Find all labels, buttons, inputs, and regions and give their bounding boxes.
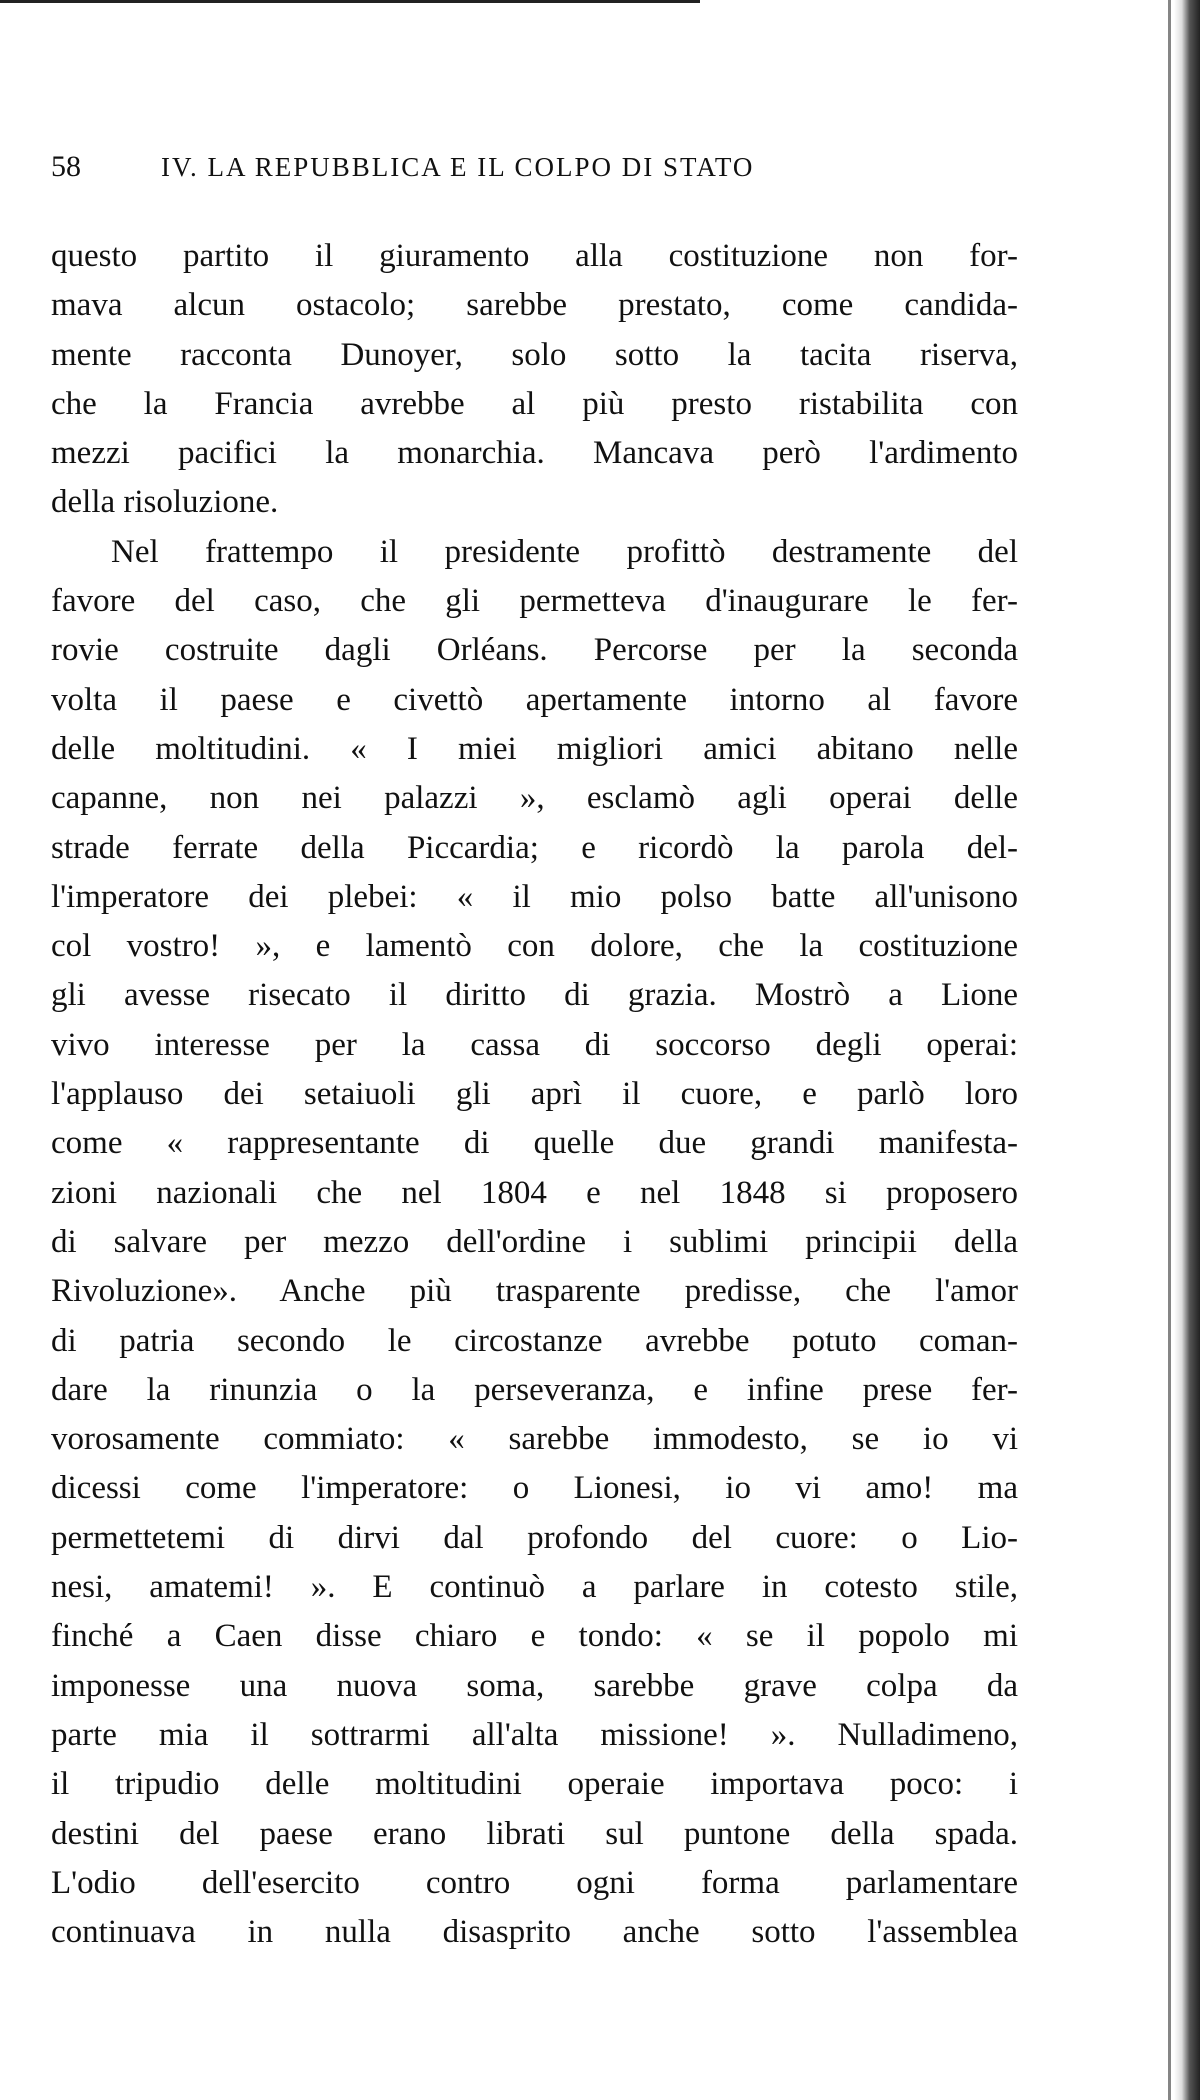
text-line: delle moltitudini. « I miei migliori amici abitano nelle: [51, 730, 1018, 767]
text-line: l'imperatore dei plebei: « il mio polso batte all'unisono: [51, 878, 1018, 915]
text-line: questo partito il giuramento alla costituzione non for-: [51, 238, 1018, 274]
body-text: [51, 232, 1018, 1957]
text-line: strade ferrate della Piccardia; e ricordò la parola del-: [51, 829, 1018, 866]
text-line: come « rappresentante di quelle due grandi manifesta-: [51, 1125, 1018, 1162]
text-line: favore del caso, che gli permetteva d'inaugurare le fer-: [51, 583, 1018, 620]
text-line: dicessi come l'imperatore: o Lionesi, io vi amo! ma: [51, 1470, 1018, 1507]
text-line: dare la rinunzia o la perseveranza, e infine prese fer-: [51, 1371, 1018, 1408]
text-line: mava alcun ostacolo; sarebbe prestato, come candida-: [51, 287, 1018, 324]
text-line: nesi, amatemi! ». E continuò a parlare in cotesto stile,: [51, 1569, 1018, 1606]
text-line: continuava in nulla disasprito anche sotto l'assemblea: [51, 1914, 1018, 1951]
text-line: imponesse una nuova soma, sarebbe grave colpa da: [51, 1667, 1018, 1704]
text-line: rovie costruite dagli Orléans. Percorse per la seconda: [51, 632, 1018, 669]
page-header: [51, 150, 1051, 184]
page-edge-line: [1168, 0, 1171, 2100]
text-line: di patria secondo le circostanze avrebbe potuto coman-: [51, 1322, 1018, 1359]
text-line: che la Francia avrebbe al più presto ristabilita con: [51, 385, 1018, 422]
text-line: volta il paese e civettò apertamente intorno al favore: [51, 681, 1018, 718]
page-number: 58: [51, 150, 81, 183]
book-edge-shadow: [1174, 0, 1200, 2100]
text-line: vivo interesse per la cassa di soccorso degli operai:: [51, 1026, 1018, 1063]
text-line: mente racconta Dunoyer, solo sotto la tacita riserva,: [51, 336, 1018, 373]
text-line: Rivoluzione». Anche più trasparente predisse, che l'amor: [51, 1273, 1018, 1310]
text-line: Nel frattempo il presidente profittò destramente del: [111, 533, 1018, 570]
text-line: destini del paese erano librati sul puntone della spada.: [51, 1815, 1018, 1852]
text-line: mezzi pacifici la monarchia. Mancava però l'ardimento: [51, 435, 1018, 472]
scan-top-edge: [0, 0, 700, 3]
text-line: col vostro! », e lamentò con dolore, che la costituzione: [51, 928, 1018, 965]
text-line: L'odio dell'esercito contro ogni forma parlamentare: [51, 1864, 1018, 1901]
text-line: di salvare per mezzo dell'ordine i sublimi principii della: [51, 1223, 1018, 1260]
running-title: IV. LA REPUBBLICA E IL COLPO DI STATO: [161, 152, 755, 182]
text-line: l'applauso dei setaiuoli gli aprì il cuore, e parlò loro: [51, 1076, 1018, 1113]
text-line: finché a Caen disse chiaro e tondo: « se il popolo mi: [51, 1618, 1018, 1655]
text-line: vorosamente commiato: « sarebbe immodesto, se io vi: [51, 1421, 1018, 1458]
text-line: permettetemi di dirvi dal profondo del cuore: o Lio-: [51, 1519, 1018, 1556]
text-line: zioni nazionali che nel 1804 e nel 1848 si proposero: [51, 1174, 1018, 1211]
text-line: parte mia il sottrarmi all'alta missione! ». Nulladimeno,: [51, 1716, 1018, 1753]
text-line: capanne, non nei palazzi », esclamò agli operai delle: [51, 780, 1018, 817]
text-line: il tripudio delle moltitudini operaie importava poco: i: [51, 1766, 1018, 1803]
text-line: della risoluzione.: [51, 484, 279, 521]
text-line: gli avesse risecato il diritto di grazia. Mostrò a Lione: [51, 977, 1018, 1014]
